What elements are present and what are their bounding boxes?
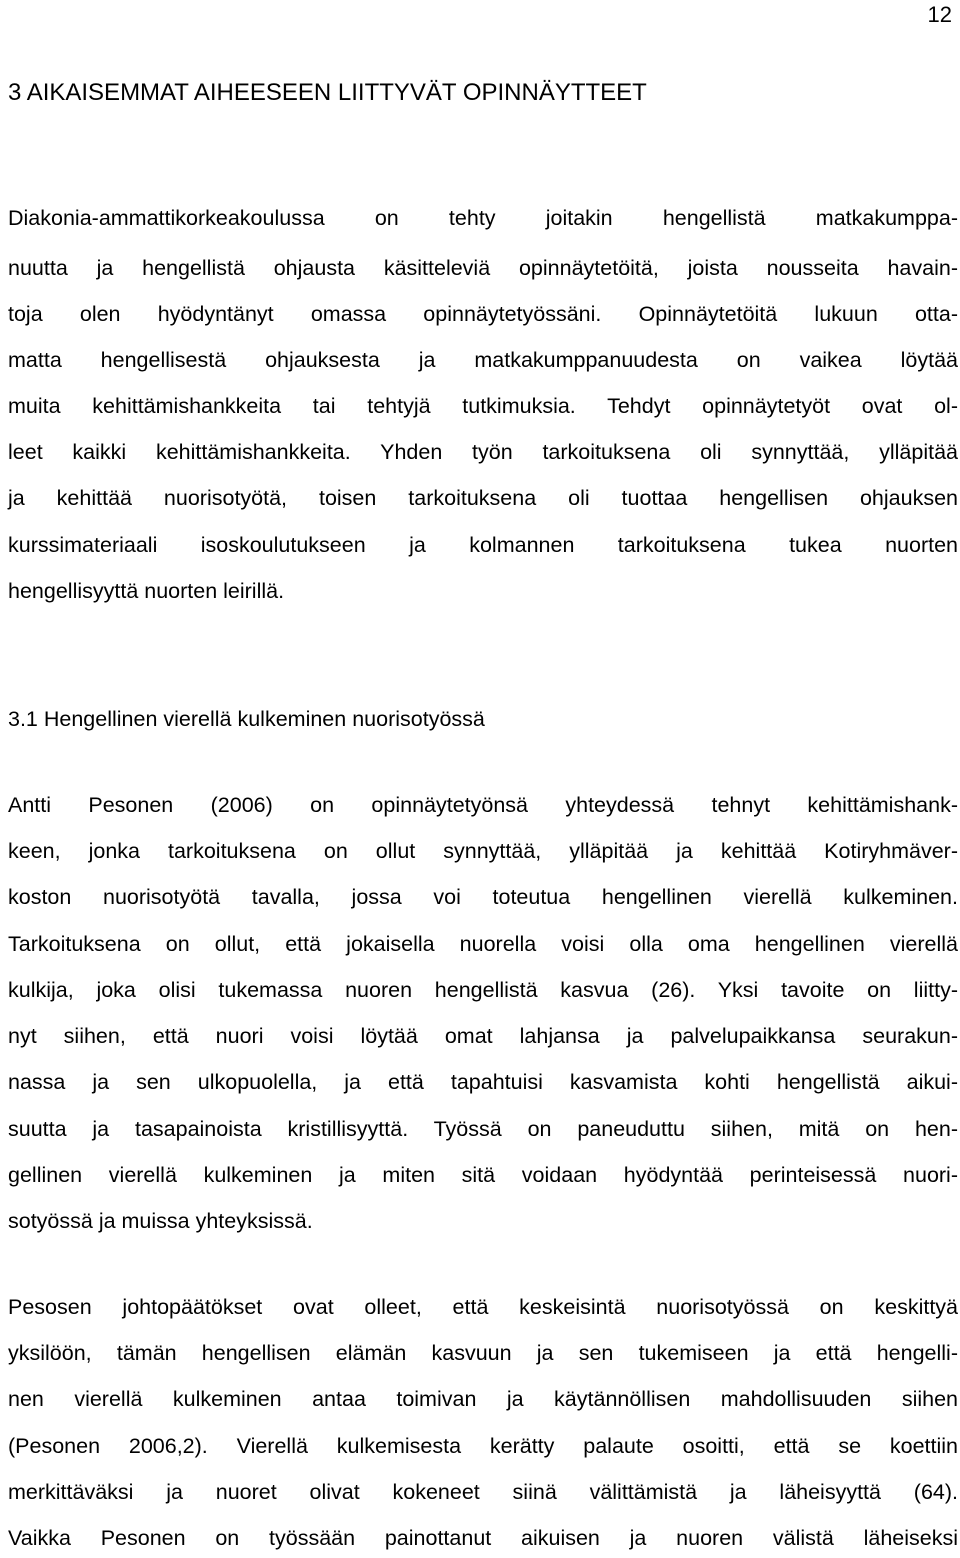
paragraph-line: Tarkoituksena on ollut, että jokaisella nuorella voisi olla oma hengellinen vierellä	[8, 932, 958, 956]
paragraph-line: Pesosen johtopäätökset ovat olleet, että keskeisintä nuorisotyössä on keskittyä	[8, 1295, 958, 1319]
paragraph-line: suutta ja tasapainoista kristillisyyttä. Työssä on paneuduttu siihen, mitä on hen-	[8, 1117, 958, 1141]
paragraph-line: matta hengellisestä ohjauksesta ja matkakumppanuudesta on vaikea löytää	[8, 348, 958, 372]
paragraph-line: yksilöön, tämän hengellisen elämän kasvuun ja sen tukemiseen ja että hengelli-	[8, 1341, 958, 1365]
page-number: 12	[927, 2, 952, 27]
section-title: 3.1 Hengellinen vierellä kulkeminen nuorisotyössä	[8, 707, 485, 731]
paragraph-line: nuutta ja hengellistä ohjausta käsitteleviä opinnäytetöitä, joista nousseita havain-	[8, 256, 958, 280]
paragraph-line: toja olen hyödyntänyt omassa opinnäytetyössäni. Opinnäytetöitä lukuun otta-	[8, 302, 958, 326]
paragraph-line: merkittäväksi ja nuoret olivat kokeneet siinä välittämistä ja läheisyyttä (64).	[8, 1480, 958, 1504]
paragraph-line: sotyössä ja muissa yhteyksissä.	[8, 1209, 313, 1233]
paragraph-line: nen vierellä kulkeminen antaa toimivan ja käytännöllisen mahdollisuuden siihen	[8, 1387, 958, 1411]
paragraph-line: Diakonia-ammattikorkeakoulussa on tehty joitakin hengellistä matkakumppa-	[8, 206, 958, 230]
paragraph-line: kulkija, joka olisi tukemassa nuoren hengellistä kasvua (26). Yksi tavoite on liitty-	[8, 978, 958, 1002]
paragraph-line: Vaikka Pesonen on työssään painottanut aikuisen ja nuoren välistä läheiseksi	[8, 1526, 958, 1550]
paragraph-line: leet kaikki kehittämishankkeita. Yhden työn tarkoituksena oli synnyttää, ylläpitää	[8, 440, 958, 464]
chapter-title: 3 AIKAISEMMAT AIHEESEEN LIITTYVÄT OPINNÄYTTEET	[8, 79, 647, 106]
paragraph-line: gellinen vierellä kulkeminen ja miten sitä voidaan hyödyntää perinteisessä nuori-	[8, 1163, 958, 1187]
paragraph-line: koston nuorisotyötä tavalla, jossa voi toteutua hengellinen vierellä kulkeminen.	[8, 885, 958, 909]
paragraph-line: hengellisyyttä nuorten leirillä.	[8, 579, 285, 603]
paragraph-line: kurssimateriaali isoskoulutukseen ja kolmannen tarkoituksena tukea nuorten	[8, 533, 958, 557]
paragraph-line: nassa ja sen ulkopuolella, ja että tapahtuisi kasvamista kohti hengellistä aikui-	[8, 1070, 958, 1094]
paragraph-line: keen, jonka tarkoituksena on ollut synnyttää, ylläpitää ja kehittää Kotiryhmäver-	[8, 839, 958, 863]
paragraph-line: nyt siihen, että nuori voisi löytää omat lahjansa ja palvelupaikkansa seurakun-	[8, 1024, 958, 1048]
paragraph-line: (Pesonen 2006,2). Vierellä kulkemisesta kerätty palaute osoitti, että se koettiin	[8, 1434, 958, 1458]
paragraph-line: ja kehittää nuorisotyötä, toisen tarkoituksena oli tuottaa hengellisen ohjauksen	[8, 486, 958, 510]
paragraph-line: Antti Pesonen (2006) on opinnäytetyönsä yhteydessä tehnyt kehittämishank-	[8, 793, 958, 817]
paragraph-line: muita kehittämishankkeita tai tehtyjä tutkimuksia. Tehdyt opinnäytetyöt ovat ol-	[8, 394, 958, 418]
